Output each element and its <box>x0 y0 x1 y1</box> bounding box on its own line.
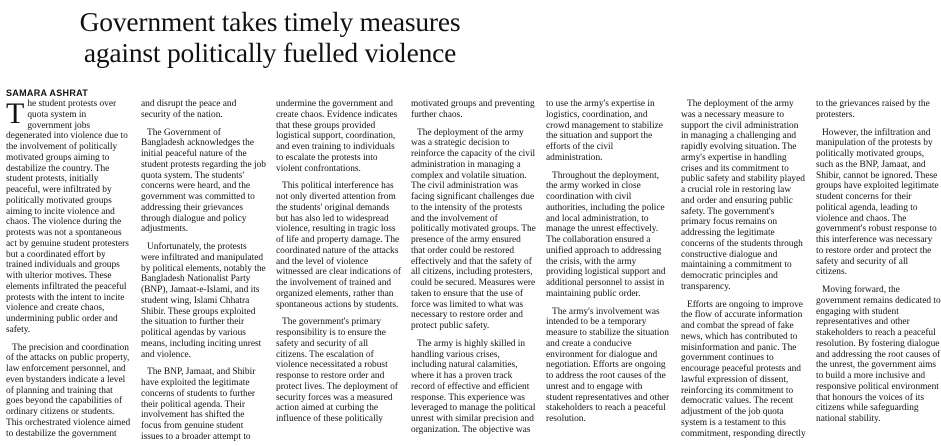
article-paragraph: The BNP, Jamaat, and Shibir have exploited the legitimate concerns of students to further their political agenda. Their involvement has shifted the focus from genuine student issues to a broader attempt to undermine the government and create chaos. Evidence indicates that these groups provided logistical support, coordination, and even training to individuals to escalate the protests into violent confrontations. <box>141 99 398 442</box>
article-paragraph: Unfortunately, the protests were infiltrated and manipulated by political elements, notably the Bangladesh Nationalist Party (BNP), Jamaat-e-Islami, and its student wing, Islami Chhatra Shibir. These groups exploited the situation to further their political agendas by various means, including inciting unrest and violence. <box>141 242 266 360</box>
article-paragraph: The army's involvement was intended to be a temporary measure to stabilize the situation and create a conducive environment for dialogue and negotiation. Efforts are ongoing to address the root causes of the unrest and to engage with student representatives and other stakeholders to reach a peaceful resolution. <box>546 306 670 424</box>
article-headline <box>0 6 540 68</box>
article-paragraph: The Government of Bangladesh acknowledges the initial peaceful nature of the student protests regarding the job quota system. The students' concerns were heard, and the government was committed to addressing their grievances through dialogue and policy adjustments. <box>141 127 266 235</box>
article-paragraph: The deployment of the army was a necessary measure to support the civil administration in managing a challenging and rapidly evolving situation. The army's expertise in handling crises and its commitment to public safety and stability played a crucial role in restoring law and order and ensuring public safety. The government's primary focus remains on addressing the legitimate concerns of the students through constructive dialogue and maintaining a commitment to democratic principles and transparency. <box>681 99 805 292</box>
article-paragraph: Moving forward, the government remains dedicated to engaging with student representatives and other stakeholders to reach a peaceful resolution. By fostering dialogue and addressing the root causes of the unrest, the government aims to build a more inclusive and responsive political environment that honours the voices of its citizens while safeguarding national stability. <box>816 285 941 424</box>
article-page <box>0 6 941 446</box>
article-paragraph: The army is highly skilled in handling various crises, including natural calamities, where it has a proven track record of effective and efficient response. This experience was leveraged to manage the political unrest with similar precision and organization. The objective was to use the army's expertise in logistics, coordination, and crowd management to stabilize the situation and support the efforts of the civil administration. <box>411 99 663 435</box>
article-paragraph <box>6 99 131 336</box>
article-paragraph: The government's primary responsibility is to ensure the safety and security of all citizens. The escalation of violence necessitated a robust response to restore order and protect lives. The deployment of security forces was a measured action aimed at curbing the influence of these politically motivated groups and preventing further chaos. <box>276 99 535 424</box>
paragraph-text: he student protests over quota system in government jobs degenerated into violence due to the involvement of politically motivated groups aiming to destabilize the country. The student protests, initially peaceful, were infiltrated by politically motivated groups aiming to incite violence and chaos. The violence during the protests was not a spontaneous act by genuine student protesters but a coordinated effort by trained individuals and groups with ulterior motives. These elements infiltrated the peaceful protests with the intent to incite violence and create chaos, undermining public order and safety. <box>6 99 129 335</box>
headline-line-2: against politically fuelled violence <box>83 37 457 68</box>
headline-line-1: Government takes timely measures <box>79 6 461 37</box>
article-paragraph: The deployment of the army was a strategic decision to reinforce the capacity of the civil administration in managing a complex and volatile situation. The civil administration was facing significant challenges due to the intensity of the protests and the involvement of politically motivated groups. The presence of the army ensured that order could be restored effectively and that the safety of all citizens, including protesters, could be secured. Measures were taken to ensure that the use of force was limited to what was necessary to restore order and protect public safety. <box>411 127 536 331</box>
article-body <box>6 97 941 446</box>
drop-cap: T <box>6 97 25 130</box>
article-paragraph: Efforts are ongoing to improve the flow of accurate information and combat the spread of fake news, which has contributed to misinformation and panic. The government continues to encourage peaceful protests and lawful expression of dissent, reinforcing its commitment to democratic values. The recent adjustment of the job quota system is a testament to this commitment, responding directly to the grievances raised by the protesters. <box>681 99 930 439</box>
article-paragraph: However, the infiltration and manipulation of the protests by politically motivated groups, such as the BNP, Jamaat, and Shibir, cannot be ignored. These groups have exploited legitimate student concerns for their political agenda, leading to violence and chaos. The government's robust response to this interference was necessary to restore order and protect the safety and security of all citizens. <box>816 127 939 278</box>
article-paragraph: The precision and coordination of the attacks on public property, law enforcement personnel, and even bystanders indicate a level of planning and training that goes beyond the capabilities of ordinary citizens or students. This orchestrated violence aimed to destabilize the government and disrupt the peace and security of the nation. <box>6 99 237 439</box>
article-paragraph: Throughout the deployment, the army worked in close coordination with civil authorities, including the police and local administration, to manage the unrest effectively. The collaboration ensured a unified approach to addressing the crisis, with the army providing logistical support and additional personnel to assist in maintaining public order. <box>546 170 666 299</box>
article-byline: SAMARA ASHRAT <box>6 88 89 98</box>
article-paragraph: This political interference has not only diverted attention from the students' original demands but has also led to widespread violence, resulting in tragic loss of life and property damage. The coordinated nature of the attacks and the level of violence witnessed are clear indications of the involvement of trained and organized elements, rather than spontaneous actions by students. <box>276 181 401 310</box>
